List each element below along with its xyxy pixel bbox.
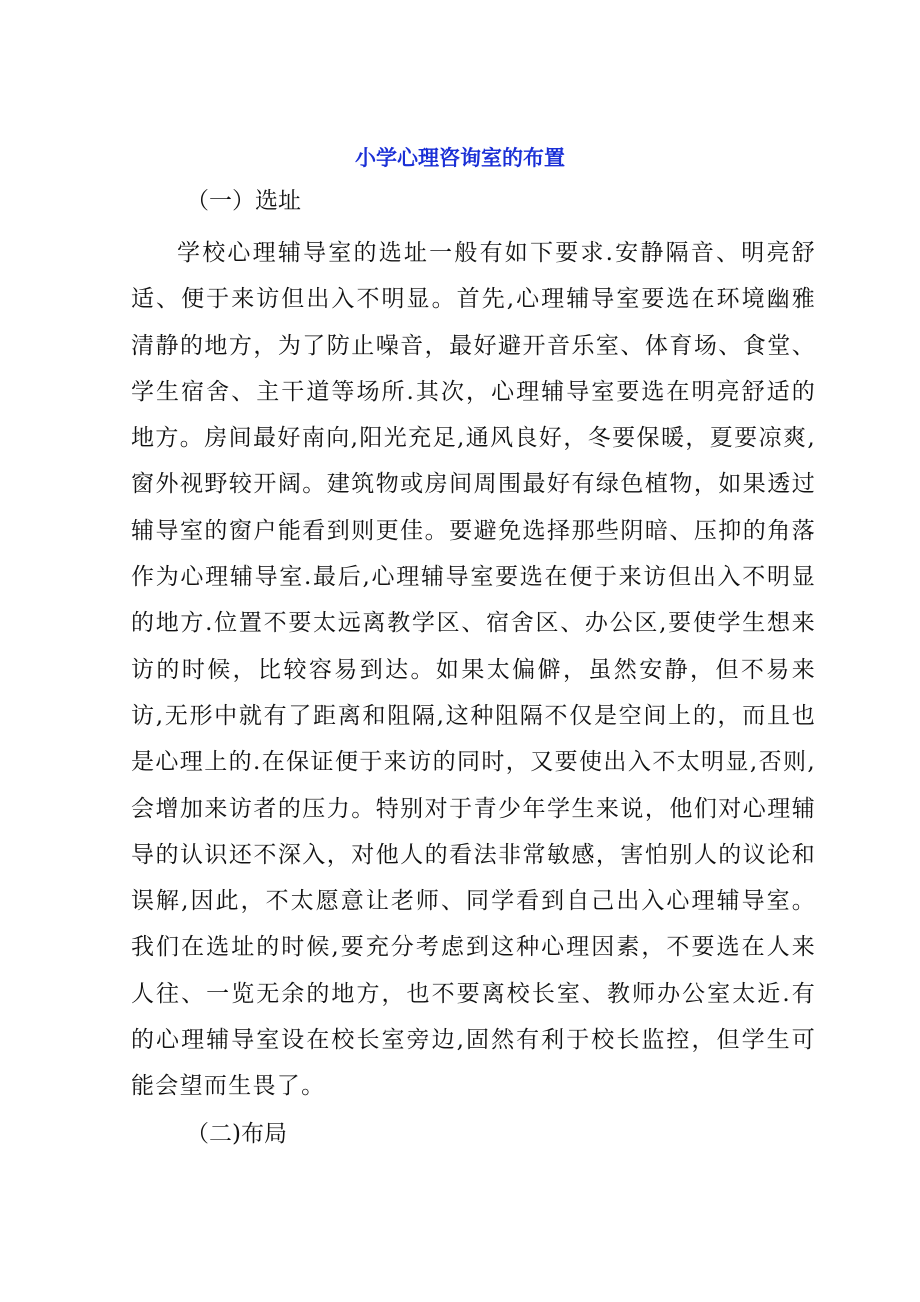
site-selection-paragraph: 学校心理辅导室的选址一般有如下要求.安静隔音、明亮舒适、便于来访但出入不明显。首先,心理辅导室要选在环境幽雅清静的地方，为了防止噪音，最好避开音乐室、体育场、食堂、学生宿舍、主干道等场所.其次，心理辅导室要选在明亮舒适的地方。房间最好南向,阳光充足,通风良好，冬要保暖，夏要凉爽,窗外视野较开阔。建筑物或房间周围最好有绿色植物，如果透过辅导室的窗户能看到则更佳。要避免选择那些阴暗、压抑的角落作为心理辅导室.最后,心理辅导室要选在便于来访但出入不明显的地方.位置不要太远离教学区、宿舍区、办公区,要使学生想来访的时候，比较容易到达。如果太偏僻，虽然安静，但不易来访,无形中就有了距离和阻隔,这种阻隔不仅是空间上的，而且也是心理上的.在保证便于来访的同时，又要使出入不太明显,否则,会增加来访者的压力。特别对于青少年学生来说，他们对心理辅导的认识还不深入，对他人的看法非常敏感，害怕别人的议论和误解,因此，不太愿意让老师、同学看到自己出入心理辅导室。我们在选址的时候,要充分考虑到这种心理因素，不要选在人来人往、一览无余的地方，也不要离校长室、教师办公室太近.有的心理辅导室设在校长室旁边,固然有利于校长监控，但学生可能会望而生畏了。 xyxy=(131,240,816,1100)
section-heading-layout: （二)布局 xyxy=(186,1121,287,1147)
document-title: 小学心理咨询室的布置 xyxy=(355,146,565,170)
section-heading-site-selection: （一）选址 xyxy=(186,188,301,214)
